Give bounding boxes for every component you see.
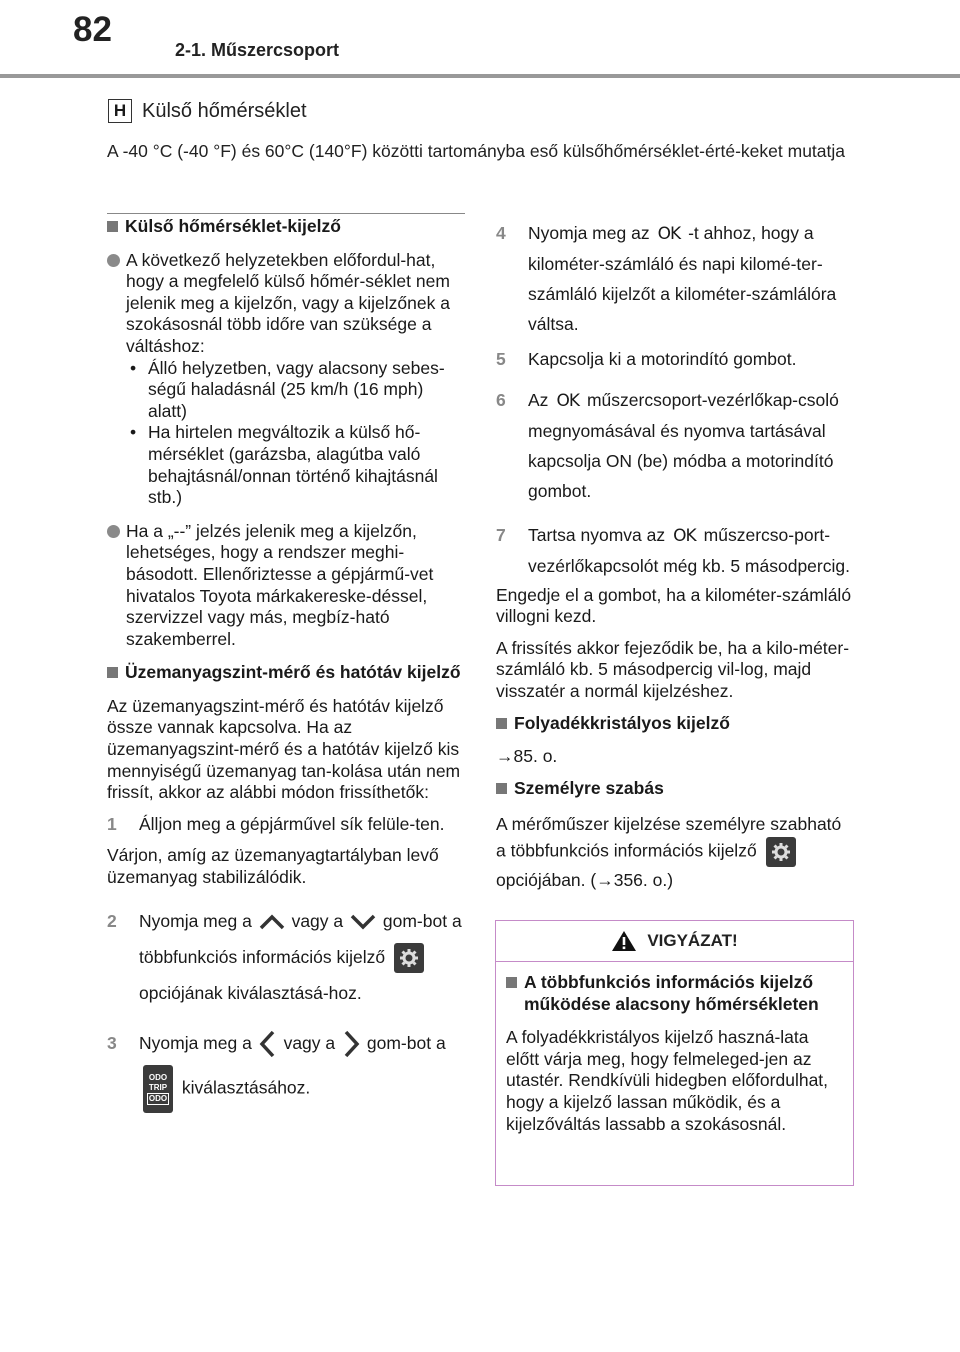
ok-button-icon: OK (673, 525, 696, 546)
paragraph: Engedje el a gombot, ha a kilométer-számláló villogni kezd. (496, 584, 852, 627)
caution-header: VIGYÁZAT! (496, 921, 853, 962)
circle-bullet-icon (107, 254, 120, 267)
chevron-right-icon (340, 1029, 362, 1059)
sub-item: • Álló helyzetben, vagy alacsony sebes-ségű haladásnál (25 km/h (16 mph) alatt) (130, 357, 445, 421)
chevron-down-icon (348, 913, 378, 931)
right-column (496, 218, 854, 903)
page-header (0, 0, 960, 82)
column-divider (107, 213, 465, 214)
square-bullet-icon (496, 783, 507, 794)
step-4: 4 Nyomja meg az OK -t ahhoz, hogy a kilométer-számláló és napi kilomé-ter-számláló kijelzőt a kilométer-számlálóra váltsa. (496, 223, 837, 334)
section-heading: Külső hőmérséklet-kijelző (107, 216, 467, 238)
section-badge: H (108, 99, 132, 123)
gear-icon (394, 943, 424, 973)
paragraph: Az üzemanyagszint-mérő és hatótáv kijelző össze vannak kapcsolva. Ha az üzemanyagszint-mérő és a hatótáv kijelző kis mennyiségű üzemanyag tan-kolása után nem frissít, akkor az alábbi módon frissíthetők: (107, 695, 461, 803)
square-bullet-icon (506, 977, 517, 988)
step-5: 5 Kapcsolja ki a motorindító gombot. (496, 349, 797, 369)
caution-body (496, 962, 853, 1145)
section-heading: Folyadékkristályos kijelző (496, 713, 854, 735)
ok-button-icon: OK (657, 224, 681, 244)
square-bullet-icon (107, 667, 118, 678)
gear-icon (766, 837, 796, 867)
warning-icon (611, 929, 637, 953)
caution-subtitle: A többfunkciós információs kijelző működése alacsony hőmérsékleten (506, 972, 843, 1015)
header-divider (0, 74, 960, 78)
step-3: 3 Nyomja meg a vagy a gom-bot a ODO TRIP ODO kiválasztásához. (107, 1021, 467, 1113)
left-column (107, 216, 467, 1123)
ok-button-icon: OK (556, 390, 579, 411)
paragraph: A frissítés akkor fejeződik be, ha a kilo-méter-számláló kb. 5 másodpercig vil-log, majd visszatér a normál kijelzéshez. (496, 637, 850, 701)
step-6: 6 Az OK műszercsoport-vezérlőkap-csoló megnyomásával és nyomva tartásával kapcsolja ON (be) módba a motorindító gombot. (496, 389, 839, 501)
page-number: 82 (73, 10, 112, 49)
bullet-item: Ha a „--” jelzés jelenik meg a kijelzőn, lehetséges, hogy a rendszer meghi-básodott. Ellenőriztesse a gépjármű-vet hivatalos Toyota márkakereske-déssel, szervizzel vagy más, megbíz-ható szakemberrel. (107, 521, 467, 651)
paragraph: Várjon, amíg az üzemanyagtartályban levő üzemanyag stabilizálódik. (107, 845, 439, 888)
chevron-left-icon (257, 1029, 279, 1059)
page-reference: →85. o. (496, 746, 558, 767)
section-title: 2-1. Műszercsoport (175, 40, 340, 60)
section-intro: A -40 °C (-40 °F) és 60°C (140°F) közötti tartományba eső külsőhőmérséklet-érté-keket mutatja (107, 141, 846, 161)
caution-text: A folyadékkristályos kijelző haszná-lata előtt várja meg, hogy felmeleged-jen az utastér. Rendkívüli hidegben előfordulhat, hogy a kijelző lassan működik, és a kijelzőváltás lassabb a szokásosnál. (506, 1027, 829, 1134)
paragraph: A mérőműszer kijelzése személyre szabható a többfunkciós információs kijelző opciójában. (→356. o.) (496, 814, 842, 891)
odo-trip-icon: ODO TRIP ODO (143, 1065, 173, 1113)
step-2: 2 Nyomja meg a vagy a gom-bot a többfunkciós információs kijelző opciójának kiválasztásá-hoz. (107, 910, 462, 1003)
circle-bullet-icon (107, 525, 120, 538)
bullet-item: A következő helyzetekben előfordul-hat, hogy a megfelelő külső hőmér-séklet nem jelenik meg a kijelzőn, vagy a kijelzőnek a szokásosnál több időre van szüksége a váltáshoz: • Álló helyzetben, vagy alacsony sebes-ségű haladásnál (25 km/h (16 mph) alatt) • Ha hirtelen megváltozik a külső hő-mérséklet (garázsba, alagútba való behajtásnál/onnan történő kihajtásnál stb.) (107, 250, 467, 509)
section-h-heading (108, 99, 307, 123)
section-h-title: Külső hőmérséklet (142, 99, 307, 122)
section-heading: Üzemanyagszint-mérő és hatótáv kijelző (107, 662, 467, 684)
step-1: 1 Álljon meg a gépjárművel sík felüle-ten. (107, 813, 445, 834)
caution-box (495, 920, 854, 1186)
square-bullet-icon (107, 221, 118, 232)
section-heading: Személyre szabás (496, 778, 854, 800)
chevron-up-icon (257, 913, 287, 931)
step-7: 7 Tartsa nyomva az OK műszercso-port-vezérlőkapcsolót még kb. 5 másodpercig. (496, 524, 850, 576)
square-bullet-icon (496, 718, 507, 729)
sub-item: • Ha hirtelen megváltozik a külső hő-mérséklet (garázsba, alagútba való behajtásnál/onnan történő kihajtásnál stb.) (130, 422, 438, 508)
